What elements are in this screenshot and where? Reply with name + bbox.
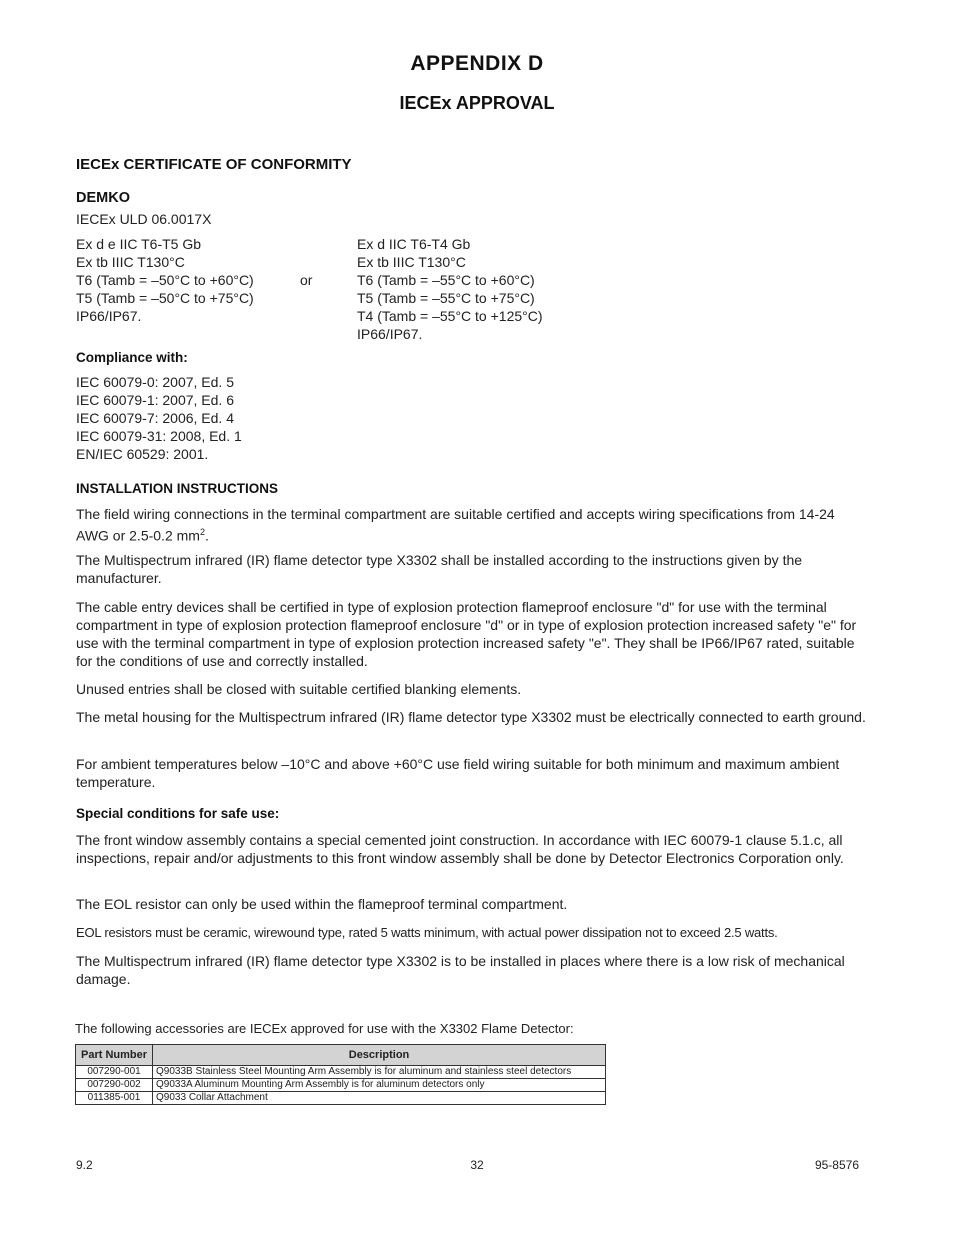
installation-paragraph: For ambient temperatures below –10°C and above +60°C use field wiring suitable for both minimum and maximum ambient temperature. <box>76 756 840 790</box>
installation-paragraph <box>76 505 866 545</box>
marking-line: T6 (Tamb = –55°C to +60°C) <box>357 272 535 288</box>
description-cell: Q9033B Stainless Steel Mounting Arm Assembly is for aluminum and stainless steel detectors <box>153 1066 606 1079</box>
marking-line: T6 (Tamb = –50°C to +60°C) <box>76 272 254 288</box>
compliance-item: IEC 60079-0: 2007, Ed. 5 <box>76 374 234 390</box>
table-row <box>76 1092 606 1105</box>
description-cell: Q9033 Collar Attachment <box>153 1092 606 1105</box>
footer-page-number: 32 <box>470 1158 484 1172</box>
footer-document-number: 95-8576 <box>814 1158 859 1172</box>
paragraph-text: The field wiring connections in the terminal compartment are suitable certified and accepts wiring specifications from 14-24 AWG or 2.5-0.2 mm <box>76 506 835 544</box>
certificate-heading: IECEx CERTIFICATE OF CONFORMITY <box>76 156 352 173</box>
compliance-item: IEC 60079-1: 2007, Ed. 6 <box>76 392 234 408</box>
part-number-cell: 007290-002 <box>76 1079 153 1092</box>
approval-title: IECEx APPROVAL <box>399 93 555 113</box>
marking-line: T4 (Tamb = –55°C to +125°C) <box>357 308 543 324</box>
marking-line: IP66/IP67. <box>357 326 423 342</box>
accessories-intro: The following accessories are IECEx approved for use with the X3302 Flame Detector: <box>75 1021 574 1036</box>
cert-number: IECEx ULD 06.0017X <box>76 211 212 227</box>
table-row <box>76 1066 606 1079</box>
compliance-heading: Compliance with: <box>76 350 188 365</box>
marking-line: T5 (Tamb = –55°C to +75°C) <box>357 290 535 306</box>
marking-line: Ex tb IIIC T130°C <box>357 254 466 270</box>
special-paragraph: The Multispectrum infrared (IR) flame detector type X3302 is to be installed in places where there is a low risk of mechanical damage. <box>76 953 845 987</box>
marking-left-column <box>76 235 254 325</box>
accessories-table <box>75 1044 606 1105</box>
marking-line: Ex d e IIC T6-T5 Gb <box>76 236 202 252</box>
compliance-item: IEC 60079-7: 2006, Ed. 4 <box>76 410 234 426</box>
compliance-list <box>76 373 242 463</box>
special-paragraph: The EOL resistor can only be used within the flameproof terminal compartment. <box>76 896 568 912</box>
special-conditions-heading: Special conditions for safe use: <box>76 806 280 821</box>
column-header-part-number: Part Number <box>76 1045 153 1066</box>
installation-paragraph: The metal housing for the Multispectrum infrared (IR) flame detector type X3302 must be electrically connected to earth ground. <box>76 709 866 725</box>
installation-paragraph: Unused entries shall be closed with suitable certified blanking elements. <box>76 681 522 697</box>
table-row <box>76 1079 606 1092</box>
compliance-item: IEC 60079-31: 2008, Ed. 1 <box>76 428 242 444</box>
footer-revision: 9.2 <box>76 1158 93 1172</box>
special-paragraph: EOL resistors must be ceramic, wirewound type, rated 5 watts minimum, with actual power dissipation not to exceed 2.5 watts. <box>76 925 778 940</box>
compliance-item: EN/IEC 60529: 2001. <box>76 446 209 462</box>
marking-line: Ex d IIC T6-T4 Gb <box>357 236 471 252</box>
marking-line: Ex tb IIIC T130°C <box>76 254 185 270</box>
column-header-description: Description <box>153 1045 606 1066</box>
table-header-row <box>76 1045 606 1066</box>
marking-line: T5 (Tamb = –50°C to +75°C) <box>76 290 254 306</box>
superscript: 2 <box>199 527 205 537</box>
installation-paragraph: The Multispectrum infrared (IR) flame detector type X3302 shall be installed according to the instructions given by the manufacturer. <box>76 552 803 586</box>
paragraph-end: . <box>204 527 209 544</box>
part-number-cell: 011385-001 <box>76 1092 153 1105</box>
marking-right-column <box>357 235 543 343</box>
special-paragraph: The front window assembly contains a special cemented joint construction. In accordance with IEC 60079-1 clause 5.1.c, all inspections, repair and/or adjustments to this front window assembly shall be done by Detector Electronics Corporation only. <box>76 832 844 866</box>
installation-heading: INSTALLATION INSTRUCTIONS <box>76 481 278 496</box>
installation-paragraph: The cable entry devices shall be certified in type of explosion protection flameproof enclosure "d" for use with the terminal compartment in type of explosion protection flameproof enclosure "d" or in type of explosion protection increased safety "e" for use with the terminal compartment in type of explosion protection increased safety "e". They shall be IP66/IP67 rated, suitable for the conditions of use and correctly installed. <box>76 599 857 669</box>
description-cell: Q9033A Aluminum Mounting Arm Assembly is for aluminum detectors only <box>153 1079 606 1092</box>
part-number-cell: 007290-001 <box>76 1066 153 1079</box>
or-label: or <box>300 272 313 288</box>
marking-line: IP66/IP67. <box>76 308 142 324</box>
demko-heading: DEMKO <box>76 190 130 206</box>
appendix-title: APPENDIX D <box>410 52 544 75</box>
